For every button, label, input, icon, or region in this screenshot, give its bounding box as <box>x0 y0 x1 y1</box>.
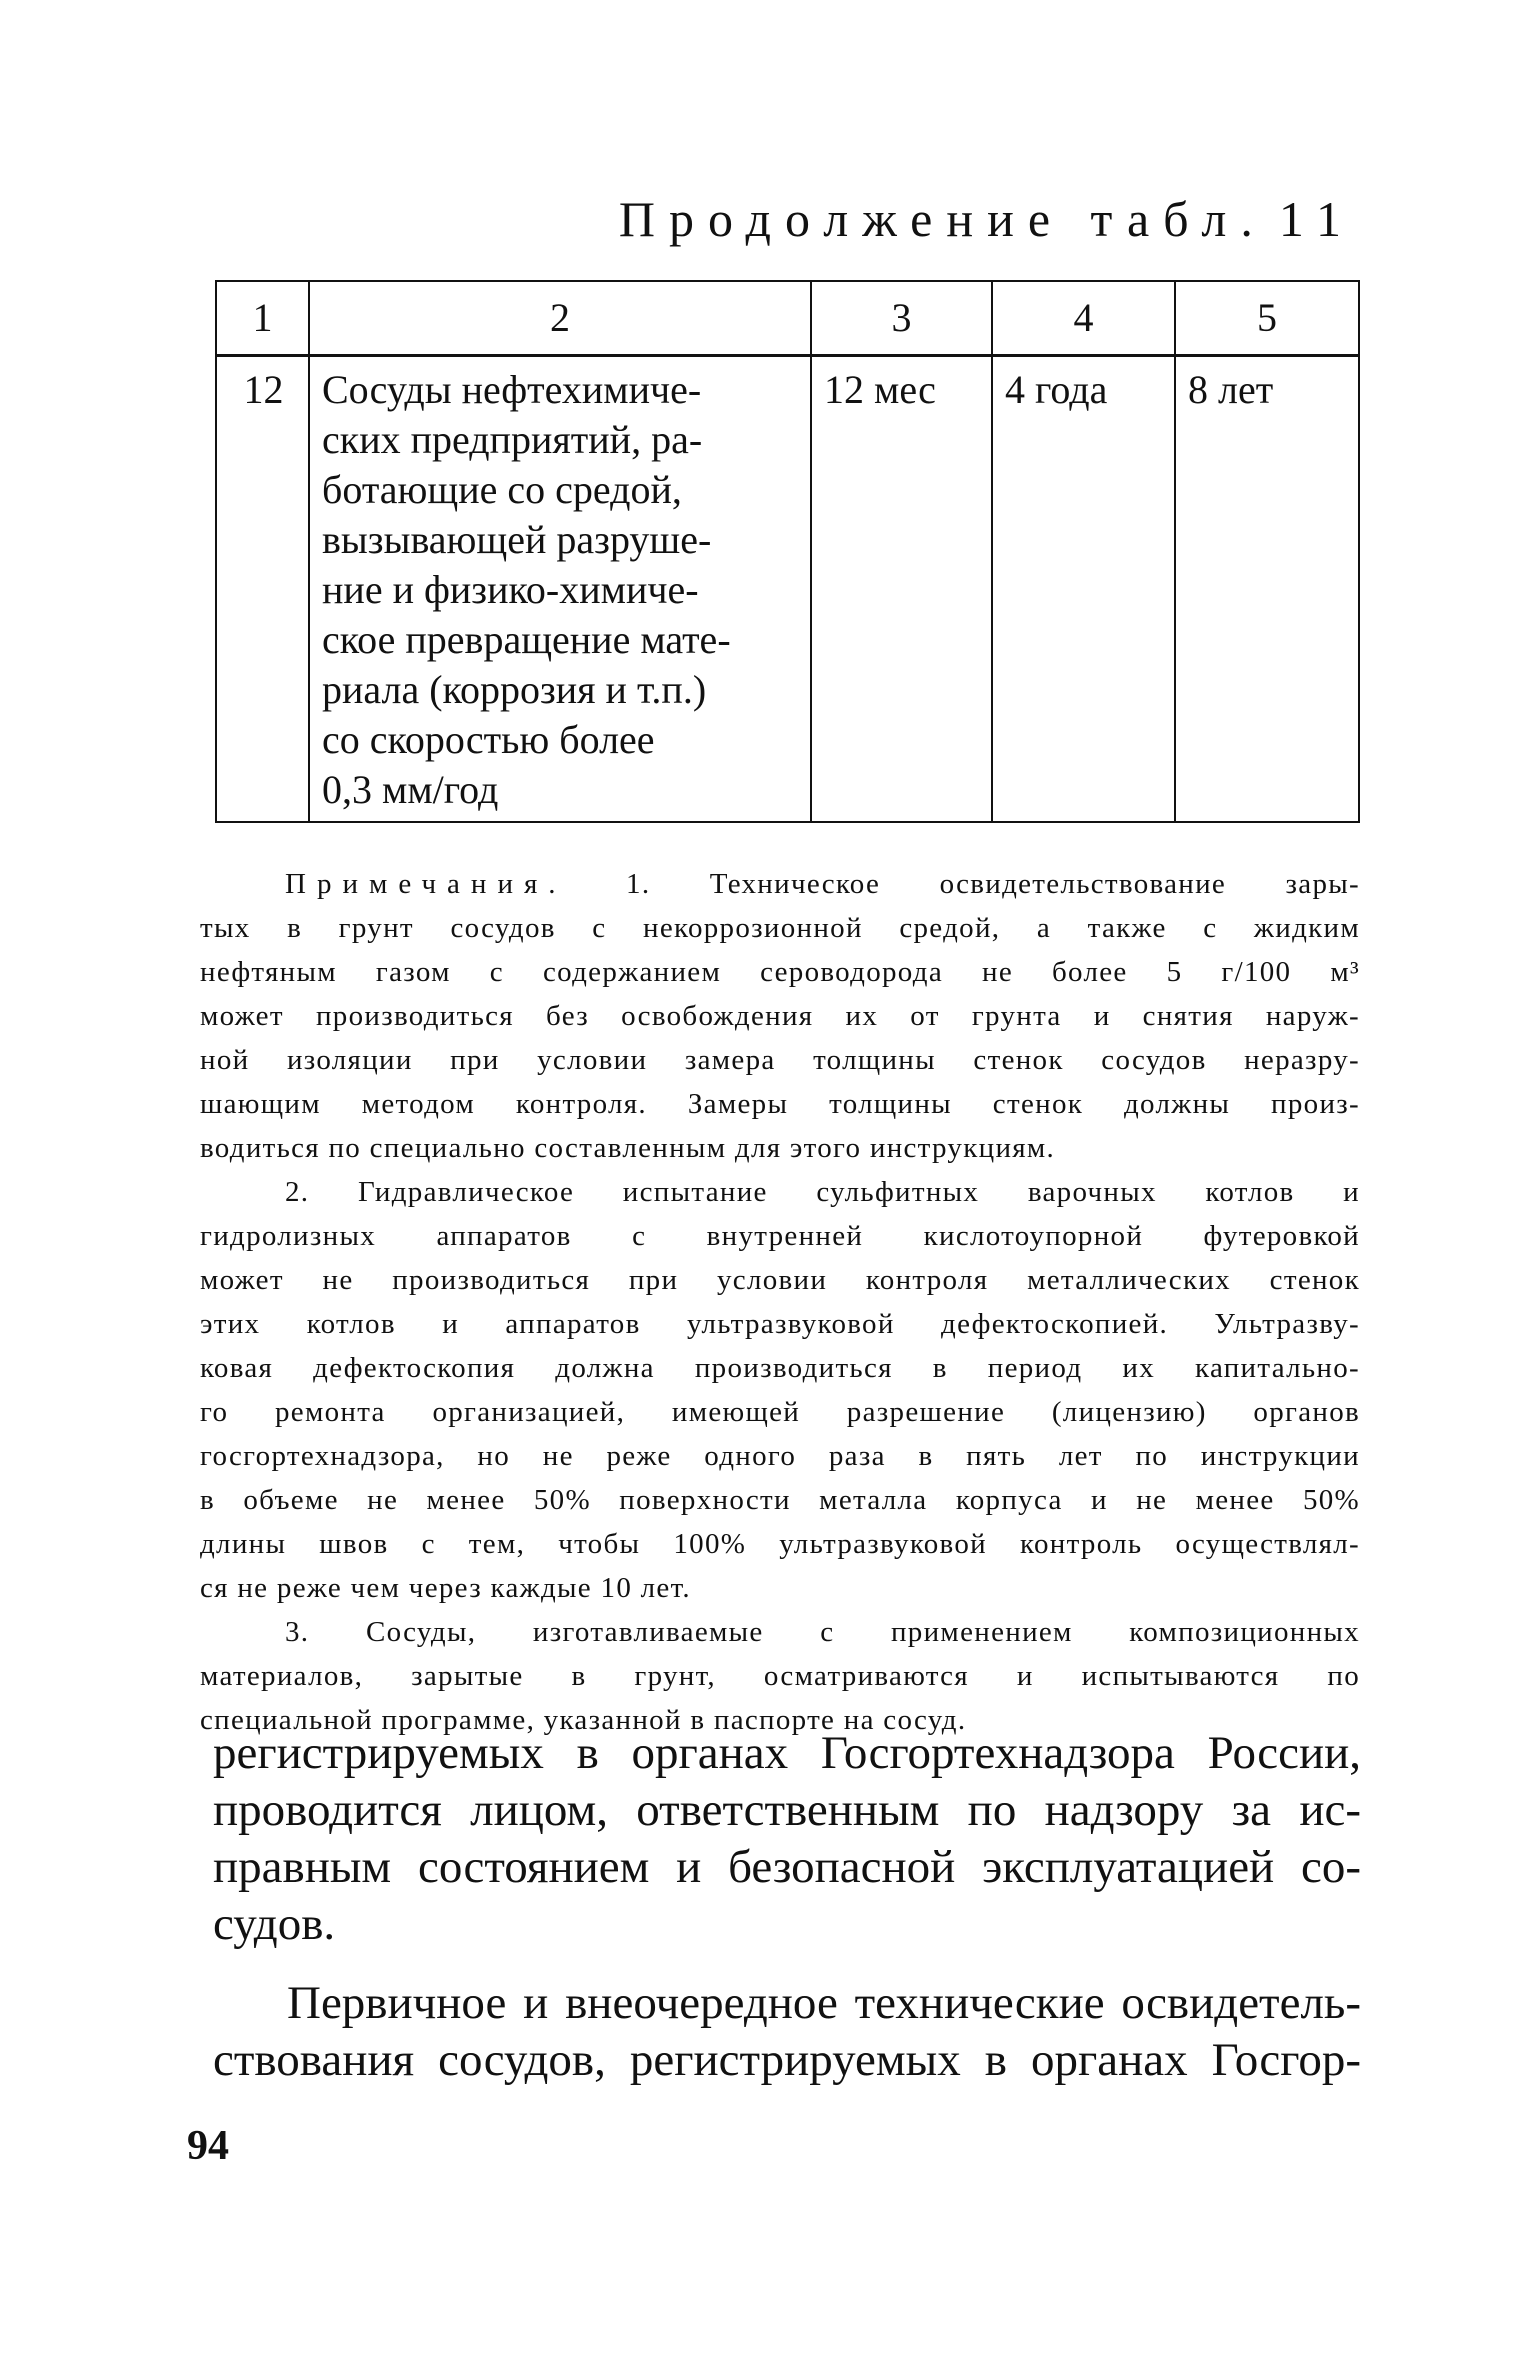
data-table <box>215 280 1360 823</box>
header-cell-4: 4 <box>992 281 1175 356</box>
note-1-line: нефтяным газом с содержанием сероводорода не более 5 г/100 м³ <box>200 956 1360 988</box>
table-notes <box>200 862 1360 1742</box>
table-caption <box>619 190 1355 248</box>
note-2-line: в объеме не менее 50% поверхности металла корпуса и не менее 50% <box>200 1484 1360 1516</box>
row-description-cell <box>309 356 811 823</box>
header-cell-2: 2 <box>309 281 811 356</box>
header-cell-5: 5 <box>1175 281 1359 356</box>
note-1-line: шающим методом контроля. Замеры толщины стенок должны произ- <box>200 1088 1360 1120</box>
note-3-line: специальной программе, указанной в паспорте на сосуд. <box>200 1704 967 1736</box>
page-number: 94 <box>187 2123 229 2169</box>
description-line: 0,3 мм/год <box>322 767 499 812</box>
paragraph-gap <box>213 1953 1361 1975</box>
note-1-line: ной изоляции при условии замера толщины стенок сосудов неразру- <box>200 1044 1360 1076</box>
body-line: правным состоянием и безопасной эксплуатацией со- <box>213 1841 1361 1893</box>
description-line: риала (коррозия и т.п.) <box>322 667 707 712</box>
table-caption-number: 11 <box>1278 191 1355 247</box>
row-col4-cell: 4 года <box>992 356 1175 823</box>
body-line: судов. <box>213 1898 336 1950</box>
row-col3-cell: 12 мес <box>811 356 992 823</box>
body-line: проводится лицом, ответственным по надзору за ис- <box>213 1784 1361 1836</box>
body-line: регистрируемых в органах Госгортехнадзора России, <box>213 1727 1361 1779</box>
note-3-line: материалов, зарытые в грунт, осматриваются и испытываются по <box>200 1660 1360 1692</box>
table-row <box>216 356 1359 823</box>
table-header-row <box>216 281 1359 356</box>
body-line: ствования сосудов, регистрируемых в органах Госгор- <box>213 2034 1361 2086</box>
note-2-line: ся не реже чем через каждые 10 лет. <box>200 1572 691 1604</box>
row-col5-cell: 8 лет <box>1175 356 1359 823</box>
note-2-line: длины швов с тем, чтобы 100% ультразвуковой контроль осуществлял- <box>200 1528 1360 1560</box>
notes-label: Примечания. <box>285 868 567 900</box>
row-number-cell: 12 <box>216 356 309 823</box>
description-line: вызывающей разруше- <box>322 517 712 562</box>
header-cell-1: 1 <box>216 281 309 356</box>
note-2-line: ковая дефектоскопия должна производиться в период их капитально- <box>200 1352 1360 1384</box>
note-2-line: госгортехнадзора, но не реже одного раза в пять лет по инструкции <box>200 1440 1360 1472</box>
note-1-line: может производиться без освобождения их от грунта и снятия наруж- <box>200 1000 1360 1032</box>
description-line: ботающие со средой, <box>322 467 682 512</box>
description-line: ское превращение мате- <box>322 617 731 662</box>
note-1-line: Примечания. 1. Техническое освидетельствование зары- <box>285 868 1360 900</box>
body-text <box>213 1725 1361 2089</box>
description-line: со скоростью более <box>322 717 655 762</box>
description-line: ских предприятий, ра- <box>322 417 703 462</box>
note-1-line: тых в грунт сосудов с некоррозионной средой, а также с жидким <box>200 912 1360 944</box>
note-1-line: водиться по специально составленным для этого инструкциям. <box>200 1132 1056 1164</box>
body-line: Первичное и внеочередное технические освидетель- <box>287 1977 1361 2029</box>
description-line: ние и физико-химиче- <box>322 567 699 612</box>
note-2-line: этих котлов и аппаратов ультразвуковой дефектоскопией. Ультразву- <box>200 1308 1360 1340</box>
table-caption-text: Продолжение табл. <box>618 191 1267 247</box>
note-2-line: гидролизных аппаратов с внутренней кислотоупорной футеровкой <box>200 1220 1360 1252</box>
note-2-line: 2. Гидравлическое испытание сульфитных варочных котлов и <box>285 1176 1360 1208</box>
note-2-line: может не производиться при условии контроля металлических стенок <box>200 1264 1360 1296</box>
note-3-line: 3. Сосуды, изготавливаемые с применением композиционных <box>285 1616 1360 1648</box>
note-2-line: го ремонта организацией, имеющей разрешение (лицензию) органов <box>200 1396 1360 1428</box>
description-line: Сосуды нефтехимиче- <box>322 367 702 412</box>
header-cell-3: 3 <box>811 281 992 356</box>
